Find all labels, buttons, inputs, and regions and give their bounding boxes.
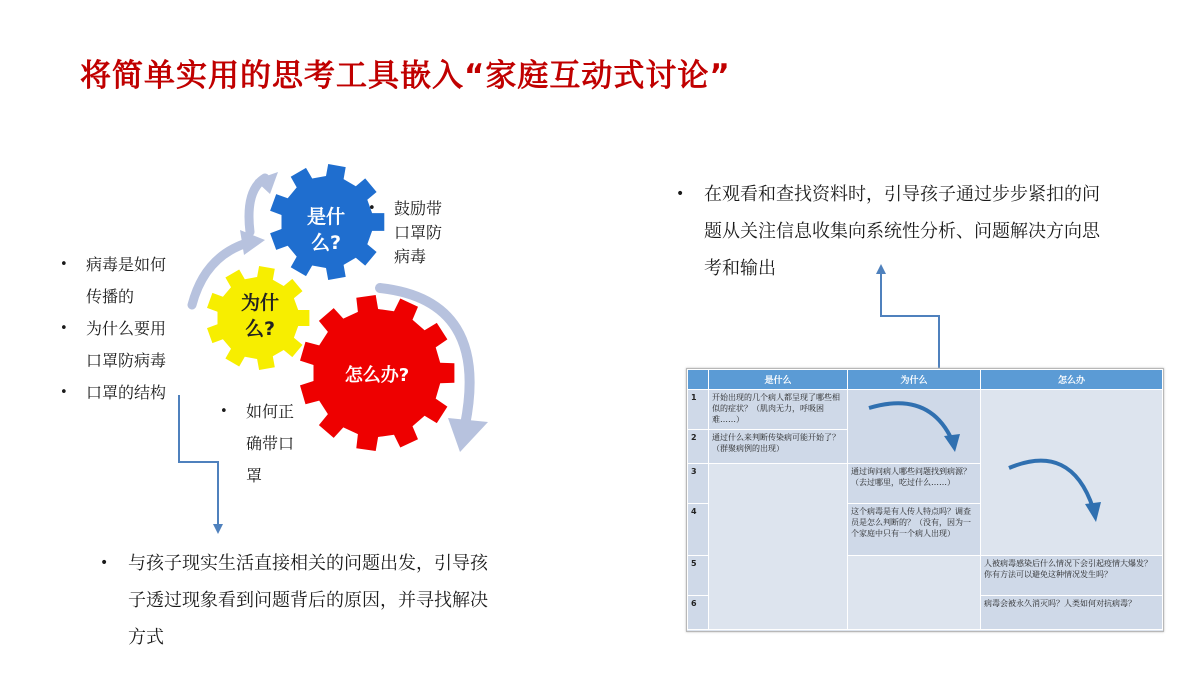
what-note-line: 病毒 [394, 247, 427, 266]
question-table [686, 368, 1164, 632]
row-number: 3 [688, 464, 709, 504]
right-note [674, 176, 1100, 287]
bottom-note-line: 子透过现象看到问题背后的原因，并寻找解决 [128, 590, 488, 611]
table-cell: 通过询问病人哪些问题找到病源？（去过哪里，吃过什么……） [848, 464, 981, 504]
how-note-line: 确带口 [246, 434, 295, 453]
left-connector [179, 395, 218, 527]
table-corner [688, 370, 709, 390]
table-cell: 人被病毒感染后什么情况下会引起疫情大爆发？你有方法可以避免这种情况发生吗？ [981, 556, 1163, 596]
table-cell: 开始出现的几个病人都呈现了哪些相似的症状？（肌肉无力，呼吸困难……） [709, 390, 848, 430]
table-header: 怎么办 [981, 370, 1163, 390]
right-note-line: 题从关注信息收集向系统性分析、问题解决方向思 [704, 221, 1100, 242]
table-cell: 通过什么来判断传染病可能开始了？（群聚病例的出现） [709, 430, 848, 464]
table-cell: 这个病毒是有人传人特点吗？调查员是怎么判断的？（没有，因为一个家庭中只有一个病人出现） [848, 504, 981, 556]
bottom-note-line: 方式 [128, 627, 164, 648]
row-number: 4 [688, 504, 709, 556]
how-note-line: • 如何正 [218, 396, 294, 428]
bottom-note [98, 545, 488, 656]
table-row [688, 390, 1163, 430]
flow-arrow-icon [1001, 448, 1121, 538]
table-cell [981, 390, 1163, 556]
slide-title: 将简单实用的思考工具嵌入“家庭互动式讨论” [80, 58, 731, 94]
flow-arrow-icon [854, 394, 974, 464]
why-note: • 口罩的结构 [58, 377, 166, 409]
what-gear-label: 是什么? [306, 206, 345, 254]
how-note-line: 罩 [246, 466, 263, 485]
table-header: 是什么 [709, 370, 848, 390]
row-number: 6 [688, 596, 709, 630]
row-number: 5 [688, 556, 709, 596]
bottom-note-line: • 与孩子现实生活直接相关的问题出发，引导孩 [98, 545, 488, 582]
what-note-line: • 鼓励带 [366, 197, 442, 221]
why-note: • 病毒是如何 [58, 249, 166, 281]
left-connector-head [213, 524, 223, 534]
why-gear-label: 为什么? [240, 292, 279, 340]
row-number: 2 [688, 430, 709, 464]
what-note-line: 口罩防 [394, 223, 443, 242]
table-cell [848, 556, 981, 630]
row-number: 1 [688, 390, 709, 430]
right-note-line: • 在观看和查找资料时，引导孩子通过步步紧扣的问 [674, 176, 1100, 213]
right-note-line: 考和输出 [704, 258, 776, 279]
how-gear-label: 怎么办? [344, 365, 410, 386]
why-note-cont: 传播的 [86, 287, 135, 306]
table-cell: 病毒会被永久消灭吗？人类如何对抗病毒？ [981, 596, 1163, 630]
why-note-cont: 口罩防病毒 [86, 351, 167, 370]
why-note: • 为什么要用 [58, 313, 166, 345]
table-cell [848, 390, 981, 464]
table-header: 为什么 [848, 370, 981, 390]
table-cell [709, 464, 848, 630]
